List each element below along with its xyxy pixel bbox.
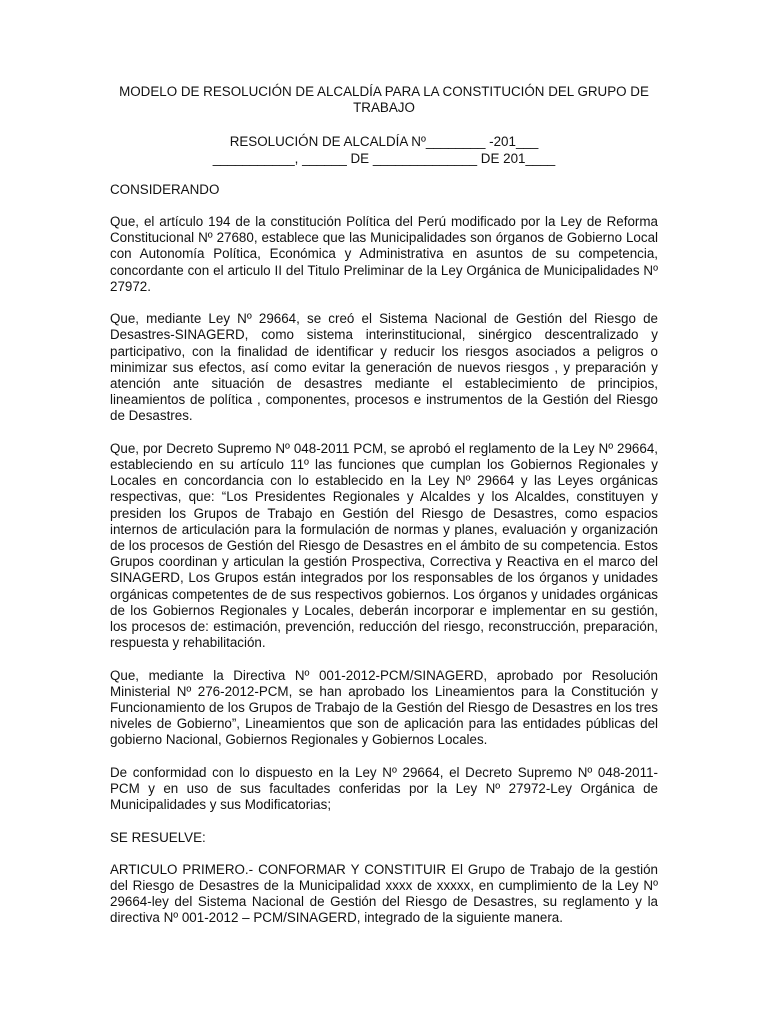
document-title: MODELO DE RESOLUCIÓN DE ALCALDÍA PARA LA CONSTITUCIÓN DEL GRUPO DE TRABAJO <box>119 84 649 116</box>
resolution-header <box>110 134 658 166</box>
paragraph-conformidad: De conformidad con lo dispuesto en la Ley Nº 29664, el Decreto Supremo Nº 048-2011-PCM y en uso de sus facultades conferidas por la Ley Nº 27972-Ley Orgánica de Municipalidades y sus Modificatorias; <box>110 764 658 813</box>
considerando-heading: CONSIDERANDO <box>110 181 220 197</box>
articulo-primero: ARTICULO PRIMERO.- CONFORMAR Y CONSTITUIR El Grupo de Trabajo de la gestión del Riesgo de Desastres de la Municipalidad xxxx de xxxxx, en cumplimiento de la Ley Nº 29664-ley del Sistema Nacional de Gestión del Riesgo de Desastres, su reglamento y la directiva Nº 001-2012 – PCM/SINAGERD, integrado de la siguiente manera. <box>110 861 658 926</box>
paragraph-decreto-supremo: Que, por Decreto Supremo Nº 048-2011 PCM, se aprobó el reglamento de la Ley Nº 29664, estableciendo en su artículo 11º las funciones que cumplan los Gobiernos Regionales y Locales en concordancia con lo establecido en la Ley Nº 29664 y las Leyes orgánicas respectivas, que: “Los Presidentes Regionales y Alcaldes y los Alcaldes, constituyen y presiden los Grupos de Trabajo en Gestión del Riesgo de Desastres, como espacios internos de articulación para la formulación de normas y planes, evaluación y organización de los procesos de Gestión del Riesgo de Desastres en el ámbito de su competencia. Estos Grupos coordinan y articulan la gestión Prospectiva, Correctiva y Reactiva en el marco del SINAGERD, Los Grupos están integrados por los responsables de los órganos y unidades orgánicas competentes de de sus respectivos gobiernos. Los órganos y unidades orgánicas de los Gobiernos Regionales y Locales, deberán incorporar e implementar en su gestión, los procesos de: estimación, prevención, reducción del riesgo, reconstrucción, preparación, respuesta y rehabilitación. <box>110 440 658 651</box>
resolution-number-line: RESOLUCIÓN DE ALCALDÍA Nº________ -201___ <box>229 134 539 150</box>
paragraph-directiva: Que, mediante la Directiva Nº 001-2012-PCM/SINAGERD, aprobado por Resolución Ministerial Nº 276-2012-PCM, se han aprobado los Lineamientos para la Constitución y Funcionamiento de los Grupos de Trabajo de la Gestión del Riesgo de Desastres en los tres niveles de Gobierno”, Lineamientos que son de aplicación para las entidades públicas del gobierno Nacional, Gobiernos Regionales y Gobiernos Locales. <box>110 667 658 748</box>
paragraph-ley-29664: Que, mediante Ley Nº 29664, se creó el Sistema Nacional de Gestión del Riesgo de Desastres-SINAGERD, como sistema interinstitucional, sinérgico descentralizado y participativo, con la finalidad de identificar y reducir los riesgos asociados a peligros o minimizar sus efectos, así como evitar la generación de nuevos riesgos , y preparación y atención ante situación de desastres mediante el establecimiento de principios, lineamientos de política , componentes, procesos e instrumentos de la Gestión del Riesgo de Desastres. <box>110 311 658 424</box>
resolution-date-line: ___________, ______ DE ______________ DE 201____ <box>212 150 556 166</box>
se-resuelve-heading: SE RESUELVE: <box>110 829 206 845</box>
paragraph-constitucion: Que, el artículo 194 de la constitución Política del Perú modificado por la Ley de Reforma Constitucional Nº 27680, establece que las Municipalidades son órganos de Gobierno Local con Autonomía Política, Económica y Administrativa en asuntos de su competencia, concordante con el articulo II del Titulo Preliminar de la Ley Orgánica de Municipalidades Nº 27972. <box>110 214 658 294</box>
